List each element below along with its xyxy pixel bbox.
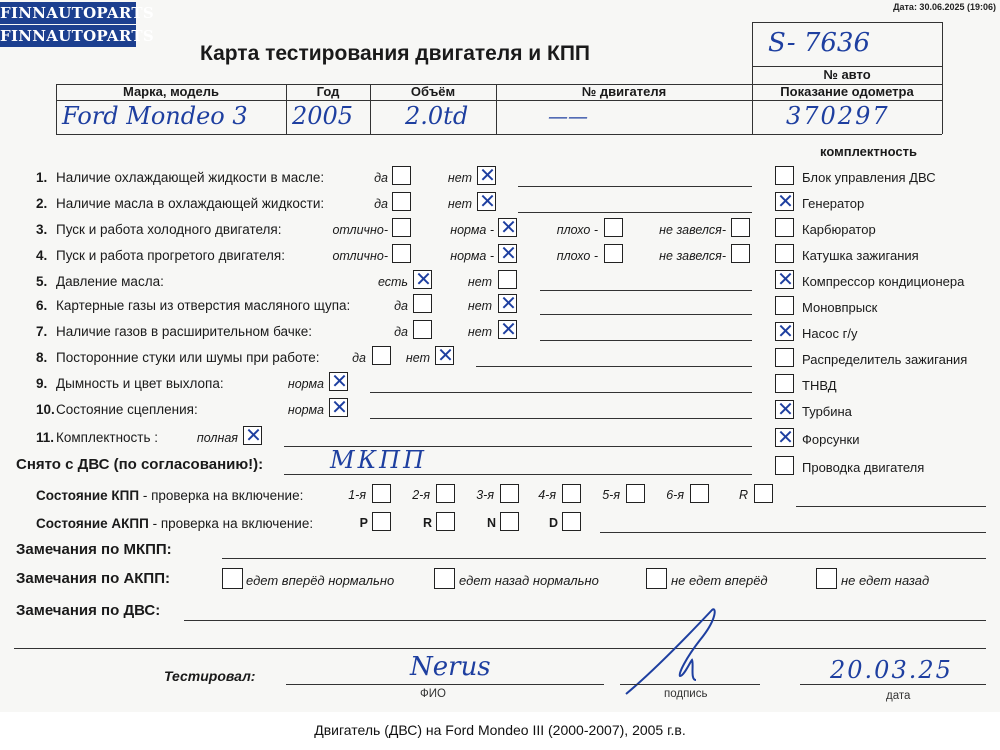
kpp-gear-6-box[interactable] bbox=[690, 484, 709, 503]
set-box-5[interactable] bbox=[775, 267, 794, 291]
volume-header: Объём bbox=[410, 84, 456, 99]
set-label-5: Компрессор кондиционера bbox=[802, 274, 965, 289]
akpp-backward-ok-box[interactable] bbox=[434, 568, 455, 589]
r6-check-mark: ✕ bbox=[500, 291, 517, 315]
r4-box-nezavelsya[interactable] bbox=[731, 244, 750, 263]
set-header: комплектность bbox=[820, 144, 917, 159]
r9-box-norma[interactable] bbox=[329, 369, 348, 393]
r7-line bbox=[540, 340, 752, 341]
kpp-line bbox=[796, 506, 986, 507]
notes-mkpp-label: Замечания по МКПП: bbox=[16, 541, 172, 558]
r11-box-polnaya[interactable] bbox=[243, 423, 262, 447]
row-4-num: 4. bbox=[36, 248, 48, 263]
row-1 bbox=[36, 170, 324, 185]
table-header-line bbox=[56, 100, 942, 101]
notes-dvs-line-1 bbox=[184, 620, 986, 621]
set-box-7[interactable] bbox=[775, 319, 794, 343]
notes-dvs-line-2 bbox=[14, 648, 986, 649]
kpp-row bbox=[36, 488, 303, 503]
vin-box-right bbox=[942, 22, 943, 134]
r5-opt-est: есть bbox=[377, 275, 408, 289]
odometer-value: 370297 bbox=[786, 102, 890, 130]
engine-no-header: № двигателя bbox=[581, 84, 667, 99]
row-5-num: 5. bbox=[36, 274, 48, 289]
akpp-no-backward-box[interactable] bbox=[816, 568, 837, 589]
akpp-gear-p-box[interactable] bbox=[372, 512, 391, 531]
set-box-11[interactable] bbox=[775, 425, 794, 449]
r2-opt-net: нет bbox=[447, 197, 472, 211]
form-title: Карта тестирования двигателя и КПП bbox=[200, 42, 591, 65]
row-6 bbox=[36, 298, 350, 313]
set-label-4: Катушка зажигания bbox=[802, 248, 919, 263]
row-11 bbox=[36, 430, 158, 445]
r9-line bbox=[370, 392, 752, 393]
set-box-8[interactable] bbox=[775, 348, 794, 367]
set-label-6: Моновпрыск bbox=[802, 300, 878, 315]
removed-label: Снято с ДВС (по согласованию!): bbox=[16, 456, 264, 473]
r7-check-mark: ✕ bbox=[500, 317, 517, 341]
r10-check-mark: ✕ bbox=[331, 395, 348, 419]
year-header: Год bbox=[316, 84, 340, 99]
r5-check-mark: ✕ bbox=[415, 267, 432, 291]
akpp-forward-ok-box[interactable] bbox=[222, 568, 243, 589]
notes-mkpp-line bbox=[222, 558, 986, 559]
row-9-num: 9. bbox=[36, 376, 48, 391]
kpp-gear-r-label: R bbox=[738, 488, 748, 502]
akpp-suffix: - проверка на включение: bbox=[152, 516, 314, 531]
r7-box-da[interactable] bbox=[413, 320, 432, 339]
row-5-label: Давление масла: bbox=[56, 274, 164, 289]
row-3-num: 3. bbox=[36, 222, 48, 237]
fio-label: ФИО bbox=[420, 688, 446, 700]
kpp-gear-1-label: 1-я bbox=[348, 488, 366, 502]
r3-opt-norma: норма - bbox=[450, 223, 494, 237]
row-6-num: 6. bbox=[36, 298, 48, 313]
r7-box-net[interactable] bbox=[498, 317, 517, 341]
set-2-check-mark: ✕ bbox=[777, 189, 794, 213]
tester-line bbox=[286, 684, 604, 685]
r8-box-net[interactable] bbox=[435, 343, 454, 367]
vin-handwritten: S- 7636 bbox=[768, 28, 870, 58]
set-label-12: Проводка двигателя bbox=[802, 460, 925, 475]
set-label-3: Карбюратор bbox=[802, 222, 876, 237]
removed-value: МКПП bbox=[330, 446, 428, 474]
row-2-label: Наличие масла в охлаждающей жидкости: bbox=[56, 196, 325, 211]
r11-check-mark: ✕ bbox=[245, 423, 262, 447]
tested-label: Тестировал: bbox=[164, 668, 256, 684]
r3-opt-ploho: плохо - bbox=[556, 223, 598, 237]
kpp-gear-1-box[interactable] bbox=[372, 484, 391, 503]
kpp-gear-5-box[interactable] bbox=[626, 484, 645, 503]
photo-caption: Двигатель (ДВС) на Ford Mondeo III (2000-2007), 2005 г.в. bbox=[314, 722, 686, 738]
r3-opt-nezavelsya: не завелся- bbox=[659, 223, 726, 237]
brand-value: Ford Mondeo 3 bbox=[62, 102, 248, 130]
kpp-gear-2-box[interactable] bbox=[436, 484, 455, 503]
kpp-gear-r-box[interactable] bbox=[754, 484, 773, 503]
removed-line bbox=[284, 474, 752, 475]
akpp-backward-ok-label: едет назад нормально bbox=[459, 573, 599, 588]
akpp-no-backward-label: не едет назад bbox=[841, 573, 930, 588]
set-label-11: Форсунки bbox=[802, 432, 860, 447]
date-label: дата bbox=[886, 690, 911, 702]
r8-check-mark: ✕ bbox=[437, 343, 454, 367]
set-10-check-mark: ✕ bbox=[777, 397, 794, 421]
r11-opt-polnaya: полная bbox=[196, 431, 238, 445]
kpp-gear-3-label: 3-я bbox=[476, 488, 494, 502]
table-bottom-line bbox=[56, 134, 942, 135]
date-line bbox=[800, 684, 986, 685]
r2-box-da[interactable] bbox=[392, 192, 411, 211]
watermark-date: Дата: 30.06.2025 (19:06) bbox=[893, 2, 996, 12]
r4-opt-ploho: плохо - bbox=[556, 249, 598, 263]
r1-opt-da: да bbox=[374, 171, 388, 185]
r5-box-net[interactable] bbox=[498, 270, 517, 289]
r4-opt-nezavelsya: не завелся- bbox=[659, 249, 726, 263]
akpp-row bbox=[36, 516, 313, 531]
volume-value: 2.0td bbox=[405, 102, 469, 130]
r5-box-est[interactable] bbox=[413, 267, 432, 291]
r10-opt-norma: норма bbox=[287, 403, 324, 417]
r4-box-ploho[interactable] bbox=[604, 244, 623, 263]
set-box-4[interactable] bbox=[775, 244, 794, 263]
signature-image bbox=[620, 604, 730, 700]
row-8 bbox=[36, 350, 320, 365]
kpp-gear-6-label: 6-я bbox=[666, 488, 684, 502]
r2-box-net[interactable] bbox=[477, 189, 496, 213]
kpp-label: Состояние КПП bbox=[36, 488, 140, 503]
r5-line bbox=[540, 290, 752, 291]
row-10-num: 10. bbox=[36, 402, 55, 417]
r6-box-da[interactable] bbox=[413, 294, 432, 313]
r8-line bbox=[476, 366, 752, 367]
r3-check-mark: ✕ bbox=[500, 215, 517, 239]
engine-no-value: —— bbox=[548, 104, 588, 128]
car-no-header: № авто bbox=[823, 67, 871, 82]
row-2-num: 2. bbox=[36, 196, 48, 211]
vin-box-top bbox=[752, 22, 942, 23]
r9-opt-norma: норма bbox=[287, 377, 324, 391]
row-8-num: 8. bbox=[36, 350, 48, 365]
akpp-no-forward-box[interactable] bbox=[646, 568, 667, 589]
row-7-label: Наличие газов в расширительном бачке: bbox=[56, 324, 313, 339]
row-5 bbox=[36, 274, 164, 289]
r1-box-da[interactable] bbox=[392, 166, 411, 185]
brand-header: Марка, модель bbox=[122, 84, 220, 99]
r1-check-mark: ✕ bbox=[479, 163, 496, 187]
r8-opt-da: да bbox=[352, 351, 366, 365]
r10-box-norma[interactable] bbox=[329, 395, 348, 419]
r3-opt-otlichno: отлично- bbox=[332, 223, 388, 237]
r6-opt-net: нет bbox=[467, 299, 492, 313]
r9-check-mark: ✕ bbox=[331, 369, 348, 393]
set-label-8: Распределитель зажигания bbox=[802, 352, 968, 367]
tester-name: Nerus bbox=[410, 652, 491, 682]
notes-akpp-label: Замечания по АКПП: bbox=[16, 570, 170, 587]
r4-opt-otlichno: отлично- bbox=[332, 249, 388, 263]
akpp-line bbox=[600, 532, 986, 533]
r4-box-otlichno[interactable] bbox=[392, 244, 411, 263]
r2-opt-da: да bbox=[374, 197, 388, 211]
watermark-logo-top: FINNAUTOPARTS bbox=[0, 4, 154, 22]
row-1-label: Наличие охлаждающей жидкости в масле: bbox=[56, 170, 325, 185]
r3-box-ploho[interactable] bbox=[604, 218, 623, 237]
row-9 bbox=[36, 376, 224, 391]
kpp-gear-3-box[interactable] bbox=[500, 484, 519, 503]
set-label-2: Генератор bbox=[802, 196, 865, 211]
akpp-gear-d-box[interactable] bbox=[562, 512, 581, 531]
kpp-gear-4-box[interactable] bbox=[562, 484, 581, 503]
r2-check-mark: ✕ bbox=[479, 189, 496, 213]
kpp-gear-4-label: 4-я bbox=[538, 488, 556, 502]
kpp-gear-5-label: 5-я bbox=[602, 488, 620, 502]
row-4-label: Пуск и работа прогретого двигателя: bbox=[56, 248, 285, 263]
set-5-check-mark: ✕ bbox=[777, 267, 794, 291]
akpp-gear-n-box[interactable] bbox=[500, 512, 519, 531]
row-7-num: 7. bbox=[36, 324, 48, 339]
r4-check-mark: ✕ bbox=[500, 241, 517, 265]
akpp-no-forward-label: не едет вперёд bbox=[671, 573, 768, 588]
row-6-label: Картерные газы из отверстия масляного щупа: bbox=[56, 298, 351, 313]
row-11-label: Комплектность : bbox=[56, 430, 159, 445]
r5-opt-net: нет bbox=[467, 275, 492, 289]
akpp-forward-ok-label: едет вперёд нормально bbox=[246, 573, 395, 588]
akpp-gear-d-label: D bbox=[548, 516, 558, 530]
row-8-label: Посторонние стуки или шумы при работе: bbox=[56, 350, 320, 365]
row-1-num: 1. bbox=[36, 170, 48, 185]
set-label-9: ТНВД bbox=[802, 378, 837, 393]
akpp-gear-n-label: N bbox=[486, 516, 496, 530]
r6-opt-da: да bbox=[394, 299, 408, 313]
r8-box-da[interactable] bbox=[372, 346, 391, 365]
set-box-6[interactable] bbox=[775, 296, 794, 315]
row-3 bbox=[36, 222, 282, 237]
set-box-1[interactable] bbox=[775, 166, 794, 185]
kpp-gear-2-label: 2-я bbox=[412, 488, 430, 502]
r3-box-nezavelsya[interactable] bbox=[731, 218, 750, 237]
r8-opt-net: нет bbox=[405, 351, 430, 365]
r1-box-net[interactable] bbox=[477, 163, 496, 187]
watermark-logo-bottom: FINNAUTOPARTS bbox=[0, 27, 154, 45]
kpp-suffix: - проверка на включение: bbox=[142, 488, 304, 503]
set-box-12[interactable] bbox=[775, 456, 794, 475]
test-date-value: 20.03.25 bbox=[830, 656, 953, 684]
r10-line bbox=[370, 418, 752, 419]
r7-opt-da: да bbox=[394, 325, 408, 339]
row-9-label: Дымность и цвет выхлопа: bbox=[56, 376, 224, 391]
notes-dvs-label: Замечания по ДВС: bbox=[16, 602, 161, 619]
row-4 bbox=[36, 248, 285, 263]
set-label-7: Насос г/у bbox=[802, 326, 858, 341]
r2-line bbox=[518, 212, 752, 213]
set-11-check-mark: ✕ bbox=[777, 425, 794, 449]
row-7 bbox=[36, 324, 312, 339]
year-value: 2005 bbox=[292, 102, 354, 130]
set-box-10[interactable] bbox=[775, 397, 794, 421]
akpp-gear-r-box[interactable] bbox=[436, 512, 455, 531]
r4-box-norma[interactable] bbox=[498, 241, 517, 265]
r4-opt-norma: норма - bbox=[450, 249, 494, 263]
set-label-10: Турбина bbox=[802, 404, 852, 419]
r1-line bbox=[518, 186, 752, 187]
signature-label: подпись bbox=[664, 688, 708, 700]
row-3-label: Пуск и работа холодного двигателя: bbox=[56, 222, 282, 237]
row-2 bbox=[36, 196, 324, 211]
row-10-label: Состояние сцепления: bbox=[56, 402, 198, 417]
set-box-3[interactable] bbox=[775, 218, 794, 237]
set-box-2[interactable] bbox=[775, 189, 794, 213]
r6-box-net[interactable] bbox=[498, 291, 517, 315]
r3-box-otlichno[interactable] bbox=[392, 218, 411, 237]
row-10 bbox=[36, 402, 198, 417]
signature-line bbox=[620, 684, 760, 685]
r1-opt-net: нет bbox=[447, 171, 472, 185]
akpp-gear-p-label: P bbox=[359, 516, 368, 530]
akpp-gear-r-label: R bbox=[422, 516, 432, 530]
row-11-num: 11. bbox=[36, 430, 55, 445]
odometer-header: Показание одометра bbox=[780, 84, 914, 99]
set-7-check-mark: ✕ bbox=[777, 319, 794, 343]
set-label-1: Блок управления ДВС bbox=[802, 170, 936, 185]
akpp-label: Состояние АКПП bbox=[36, 516, 149, 531]
r3-box-norma[interactable] bbox=[498, 215, 517, 239]
set-box-9[interactable] bbox=[775, 374, 794, 393]
r6-line bbox=[540, 314, 752, 315]
r7-opt-net: нет bbox=[467, 325, 492, 339]
